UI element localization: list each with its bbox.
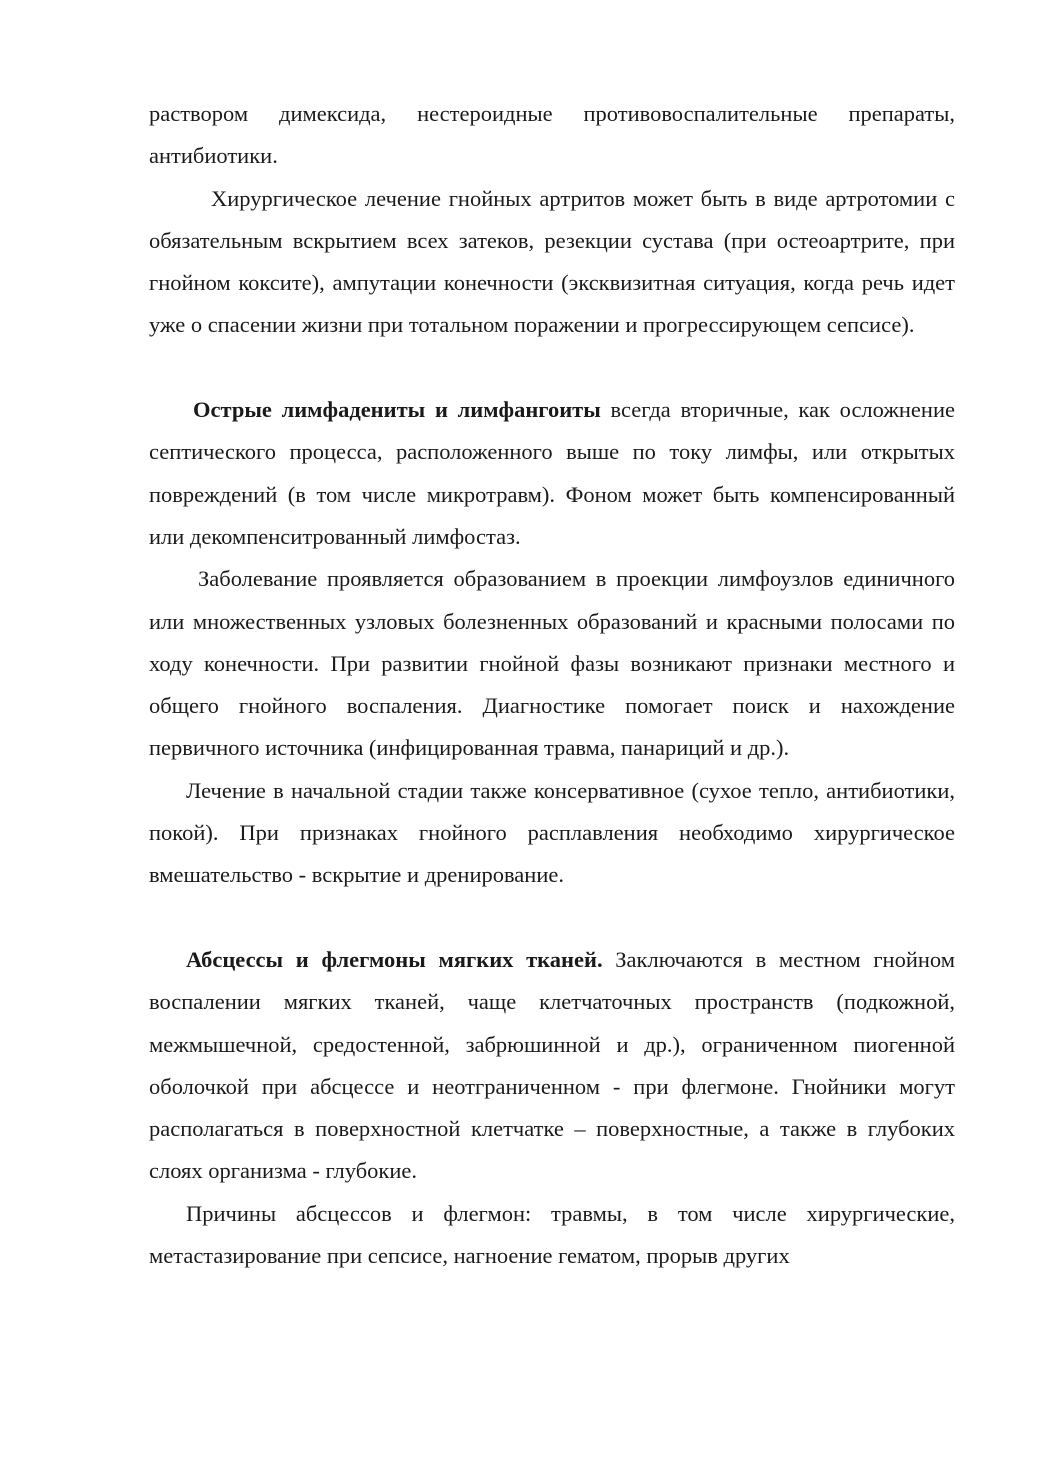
paragraph-gap xyxy=(149,897,955,939)
paragraph-initial-treatment xyxy=(149,770,955,897)
paragraph-disease-manifestation xyxy=(149,558,955,769)
paragraph-lymphadenitis xyxy=(149,389,955,558)
paragraph-causes xyxy=(149,1193,955,1278)
paragraph-text: Заключаются в местном гнойном воспалении мягких тканей, чаще клетчаточных пространств (подкожной, межмышечной, средостенной, забрюшинной и др.), ограниченном пиогенной оболочкой при абсцессе и неотграниченном - при флегмоне. Гнойники могут располагаться в поверхностной клетчатке – поверхностные, а также в глубоких слоях организма - глубокие. xyxy=(149,946,955,1184)
document-page xyxy=(149,93,955,1277)
paragraph-gap xyxy=(149,347,955,389)
paragraph-text: Заболевание проявляется образованием в проекции лимфоузлов единичного или множественных узловых болезненных образований и красными полосами по ходу конечности. При развитии гнойной фазы возникают признаки местного и общего гнойного воспаления. Диагностике помогает поиск и нахождение первичного источника (инфицированная травма, панариций и др.). xyxy=(149,566,955,761)
paragraph-treatment-continuation xyxy=(149,93,955,178)
paragraph-text: Причины абсцессов и флегмон: травмы, в том числе хирургические, метастазирование при сепсисе, нагноение гематом, прорыв других xyxy=(149,1200,955,1269)
paragraph-text: раствором димексида, нестероидные противовоспалительные препараты, антибиотики. xyxy=(149,101,955,169)
bold-term: Острые лимфадениты и лимфангоиты xyxy=(193,397,601,423)
paragraph-abscesses xyxy=(149,939,955,1193)
paragraph-surgical-treatment xyxy=(149,178,955,347)
paragraph-text: Хирургическое лечение гнойных артритов может быть в виде артротомии с обязательным вскрытием всех затеков, резекции сустава (при остеоартрите, при гнойном коксите), ампутации конечности (эксквизитная ситуация, когда речь идет уже о спасении жизни при тотальном поражении и прогрессирующем сепсисе). xyxy=(149,185,955,338)
paragraph-text: всегда вторичные, как осложнение септического процесса, расположенного выше по току лимфы, или открытых повреждений (в том числе микротравм). Фоном может быть компенсированный или декомпенситрованный лимфостаз. xyxy=(149,397,955,549)
bold-term: Абсцессы и флегмоны мягких тканей. xyxy=(186,946,603,972)
paragraph-text: Лечение в начальной стадии также консервативное (сухое тепло, антибиотики, покой). При признаках гнойного расплавления необходимо хирургическое вмешательство - вскрытие и дренирование. xyxy=(149,777,955,888)
